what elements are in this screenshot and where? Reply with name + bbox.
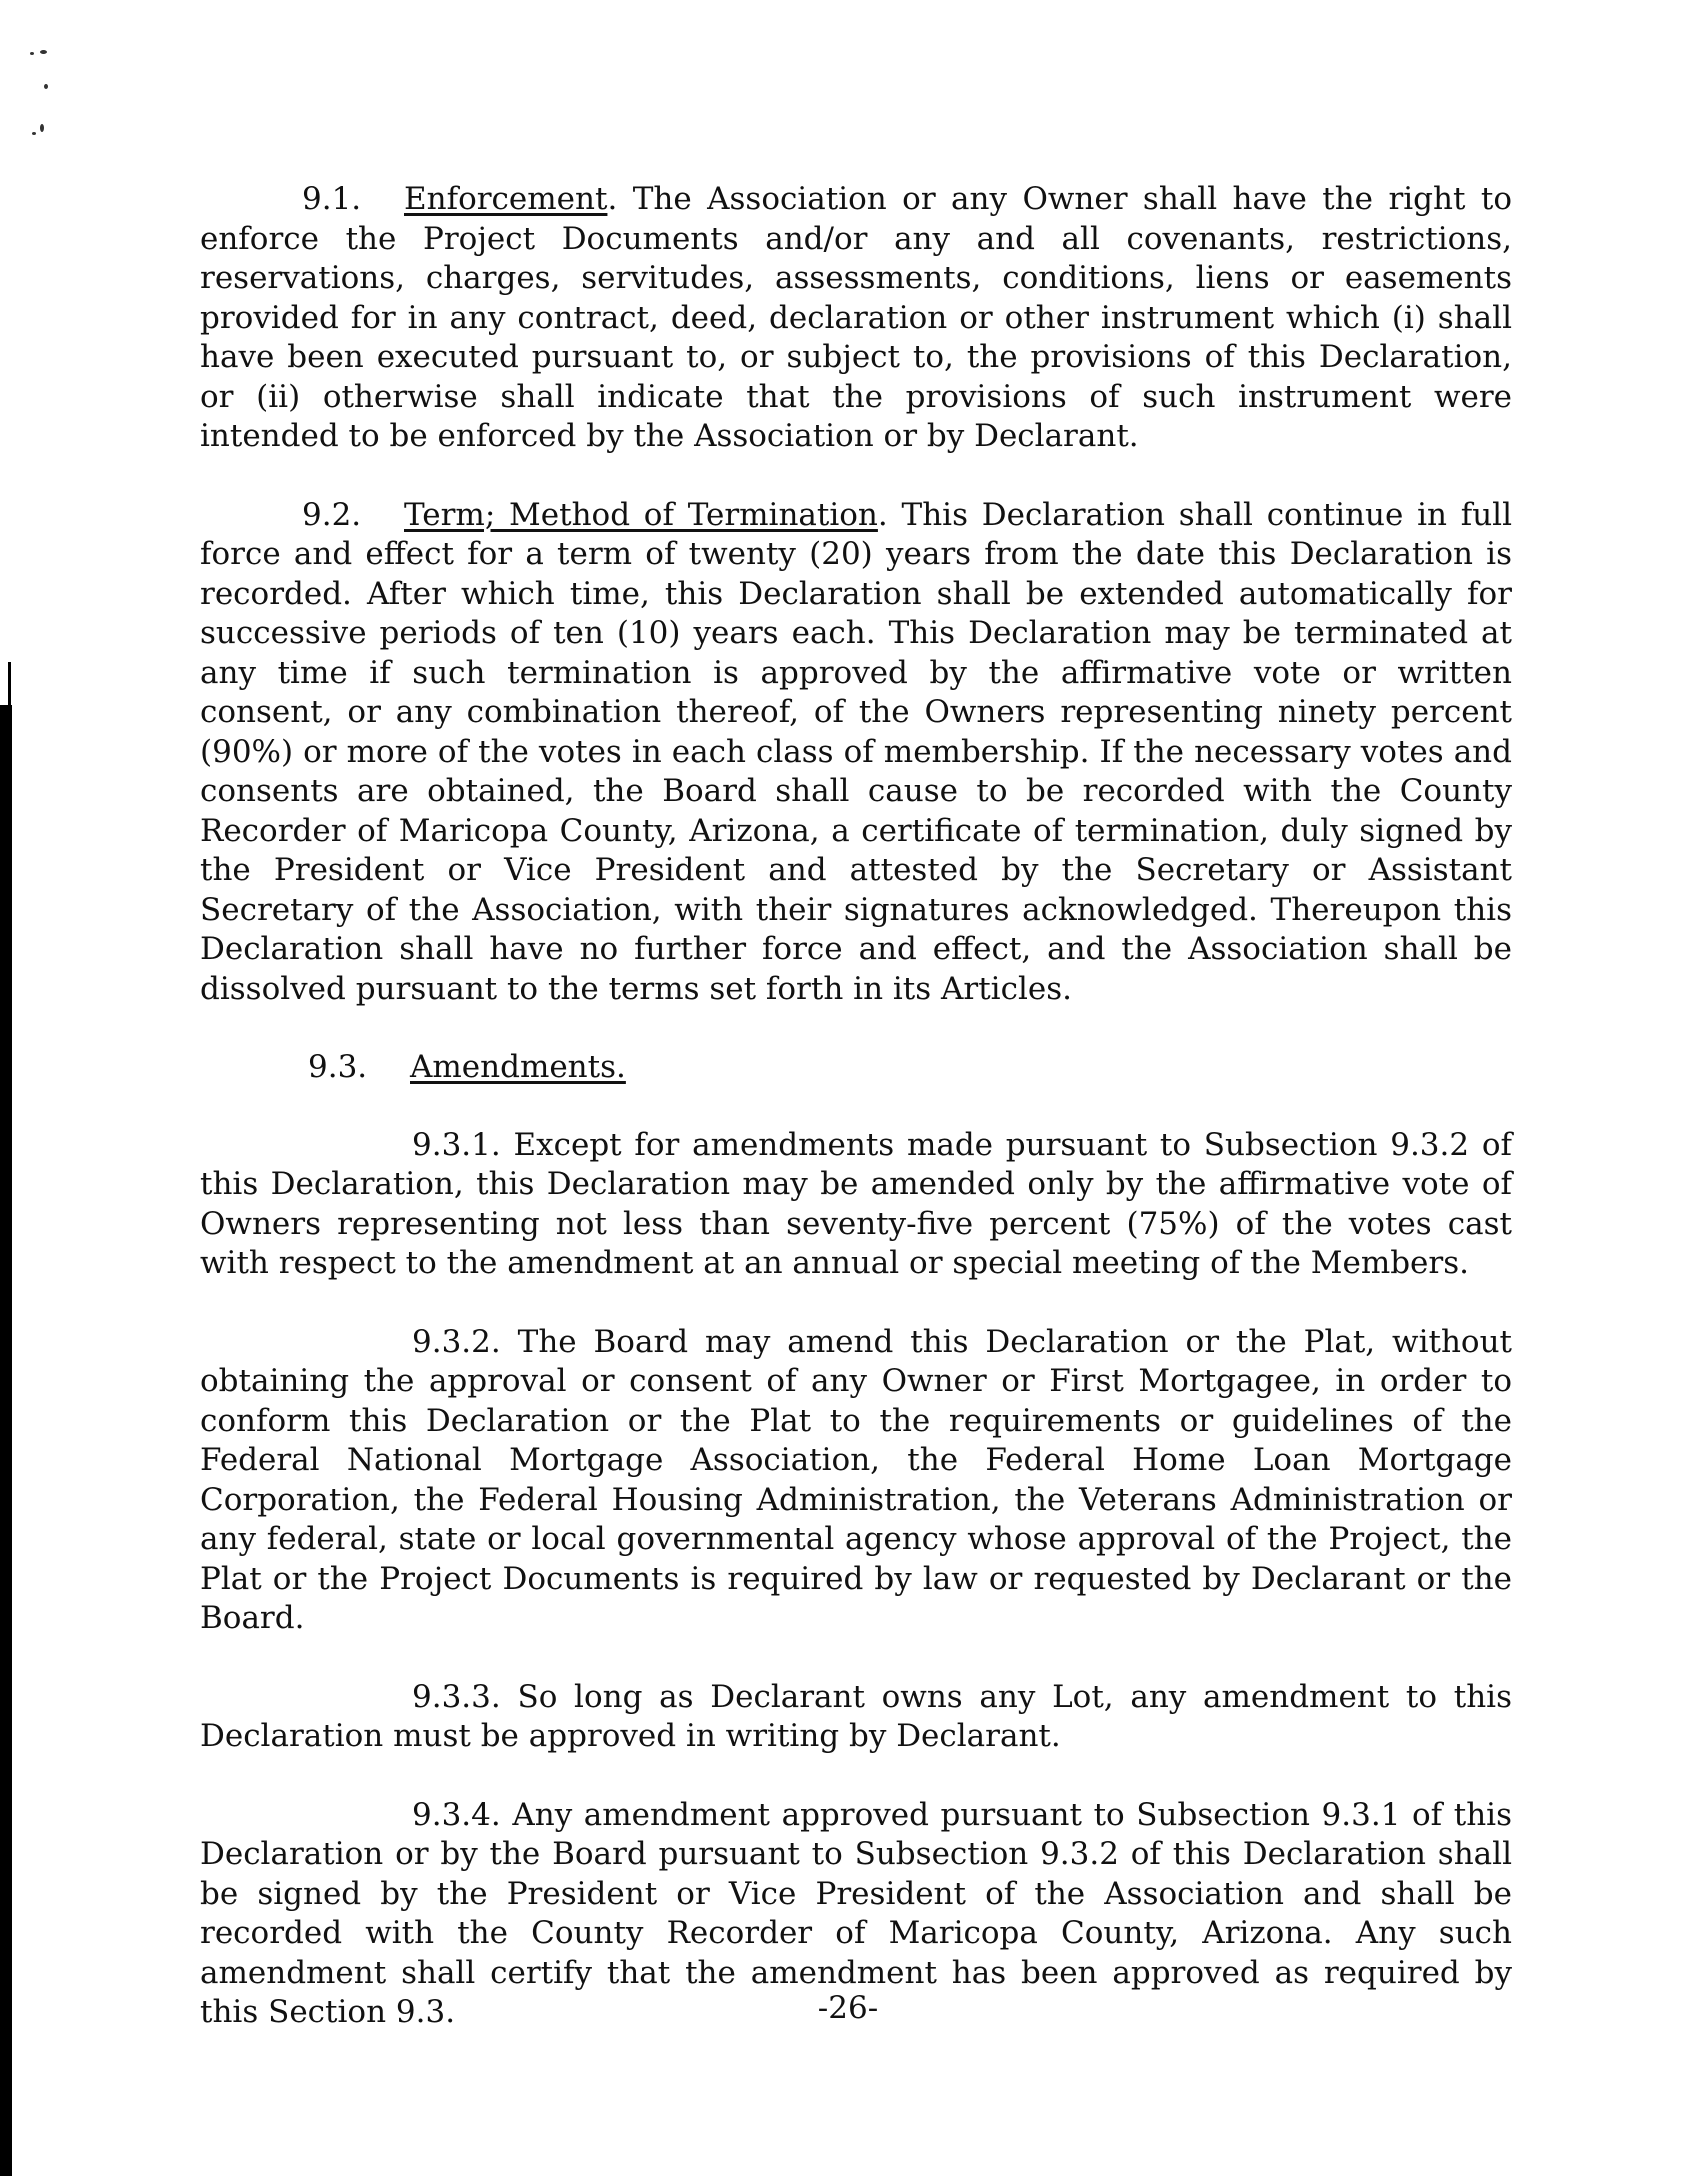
scan-speck (40, 124, 44, 132)
scan-speck (44, 84, 48, 89)
subsection-number: 9.3.1. (412, 1126, 501, 1163)
subsection-text: So long as Declarant owns any Lot, any amendment to this Declaration must be approved in writing by Declarant. (200, 1678, 1512, 1754)
subsection-text: Except for amendments made pursuant to Subsection 9.3.2 of this Declaration, this Declaration may be amended only by the affirmative vote of Owners representing not less than seventy-five percent (75%) of the votes cast with respect to the amendment at an annual or special meeting of the Members. (200, 1126, 1512, 1281)
document-body (200, 180, 1512, 2033)
section-9-2 (200, 496, 1512, 1010)
subsection-number: 9.3.4. (412, 1796, 501, 1833)
scan-speck (40, 50, 47, 54)
scan-speck (30, 52, 34, 55)
section-heading: Term; Method of Termination (404, 496, 878, 533)
section-9-3 (200, 1048, 1512, 1088)
subsection-number: 9.3.3. (412, 1678, 501, 1715)
subsection-9-3-3 (200, 1678, 1512, 1757)
page-number: -26- (817, 1990, 879, 2026)
scan-edge-bar (0, 705, 12, 2176)
subsection-9-3-1 (200, 1126, 1512, 1284)
subsection-text: Any amendment approved pursuant to Subsection 9.3.1 of this Declaration or by the Board pursuant to Subsection 9.3.2 of this Declaration shall be signed by the President or Vice President of the Association and shall be recorded with the County Recorder of Maricopa County, Arizona. Any such amendment shall certify that the amendment has been approved as required by this Section 9.3. (200, 1796, 1513, 2030)
section-text: . The Association or any Owner shall have the right to enforce the Project Documents and/or any and all covenants, restrictions, reservations, charges, servitudes, assessments, conditions, liens or easements provided for in any contract, deed, declaration or other instrument which (i) shall have been executed pursuant to, or subject to, the provisions of this Declaration, or (ii) otherwise shall indicate that the provisions of such instrument were intended to be enforced by the Association or by Declarant. (200, 181, 1512, 454)
scan-speck (32, 132, 36, 135)
section-9-1 (200, 180, 1512, 457)
section-number: 9.2. (302, 496, 362, 533)
subsection-text: The Board may amend this Declaration or the Plat, without obtaining the approval or consent of any Owner or First Mortgagee, in order to conform this Declaration or the Plat to the requirements or guidelines of the Federal National Mortgage Association, the Federal Home Loan Mortgage Corporation, the Federal Housing Administration, the Veterans Administration or any federal, state or local governmental agency whose approval of the Project, the Plat or the Project Documents is required by law or requested by Declarant or the Board. (200, 1323, 1513, 1636)
section-heading: Amendments. (410, 1049, 626, 1085)
section-text: . This Declaration shall continue in full force and effect for a term of twenty (20) years from the date this Declaration is recorded. After which time, this Declaration shall be extended automatically for successive periods of ten (10) years each. This Declaration may be terminated at any time if such termination is approved by the affirmative vote or written consent, or any combination thereof, of the Owners representing ninety percent (90%) or more of the votes in each class of membership. If the necessary votes and consents are obtained, the Board shall cause to be recorded with the County Recorder of Maricopa County, Arizona, a certificate of termination, duly signed by the President or Vice President and attested by the Secretary or Assistant Secretary of the Association, with their signatures acknowledged. Thereupon this Declaration shall have no further force and effect, and the Association shall be dissolved pursuant to the terms set forth in its Articles. (200, 496, 1512, 1007)
section-number: 9.1. (302, 181, 362, 217)
section-heading: Enforcement (404, 181, 608, 217)
subsection-9-3-2 (200, 1323, 1512, 1639)
section-number: 9.3. (308, 1049, 368, 1085)
subsection-number: 9.3.2. (412, 1323, 501, 1360)
